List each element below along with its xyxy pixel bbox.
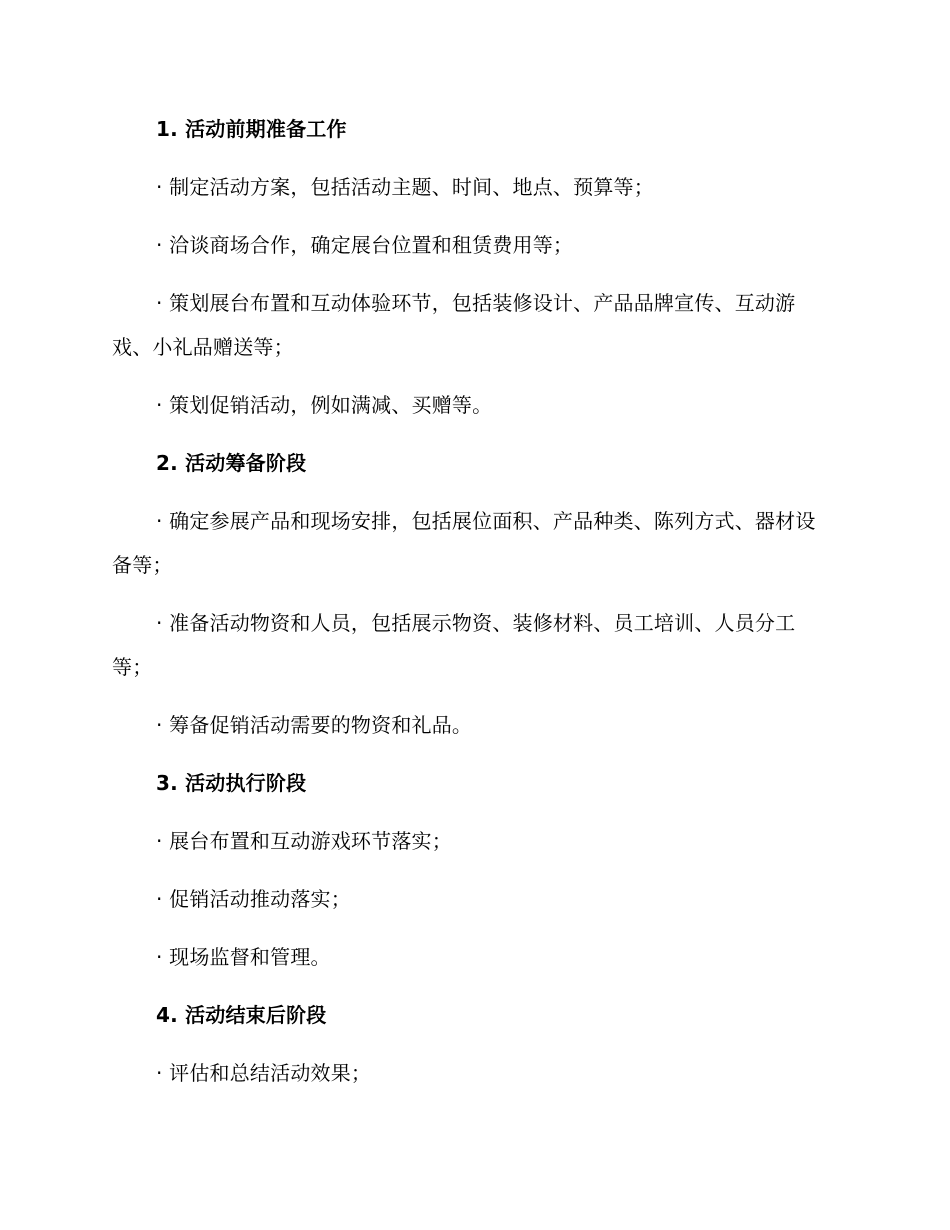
list-item: · 筹备促销活动需要的物资和礼品。 bbox=[156, 713, 473, 737]
list-item: · 现场监督和管理。 bbox=[156, 945, 331, 969]
section-heading-3: 3. 活动执行阶段 bbox=[156, 771, 307, 795]
list-item: · 策划促销活动，例如满减、买赠等。 bbox=[156, 393, 493, 417]
list-item: · 促销活动推动落实； bbox=[156, 887, 351, 911]
list-item: · 评估和总结活动效果； bbox=[156, 1061, 372, 1085]
list-item: · 制定活动方案，包括活动主题、时间、地点、预算等； bbox=[156, 175, 654, 199]
list-item: · 准备活动物资和人员，包括展示物资、装修材料、员工培训、人员分工等； bbox=[112, 611, 796, 679]
list-item: · 洽谈商场合作，确定展台位置和租赁费用等； bbox=[156, 233, 574, 257]
list-item: · 策划展台布置和互动体验环节，包括装修设计、产品品牌宣传、互动游戏、小礼品赠送等； bbox=[112, 291, 796, 359]
list-item: · 展台布置和互动游戏环节落实； bbox=[156, 829, 452, 853]
section-heading-2: 2. 活动筹备阶段 bbox=[156, 451, 307, 475]
document-body bbox=[112, 107, 824, 1109]
section-heading-1: 1. 活动前期准备工作 bbox=[156, 117, 347, 141]
section-heading-4: 4. 活动结束后阶段 bbox=[156, 1003, 327, 1027]
list-item: · 确定参展产品和现场安排，包括展位面积、产品种类、陈列方式、器材设备等； bbox=[112, 509, 816, 577]
